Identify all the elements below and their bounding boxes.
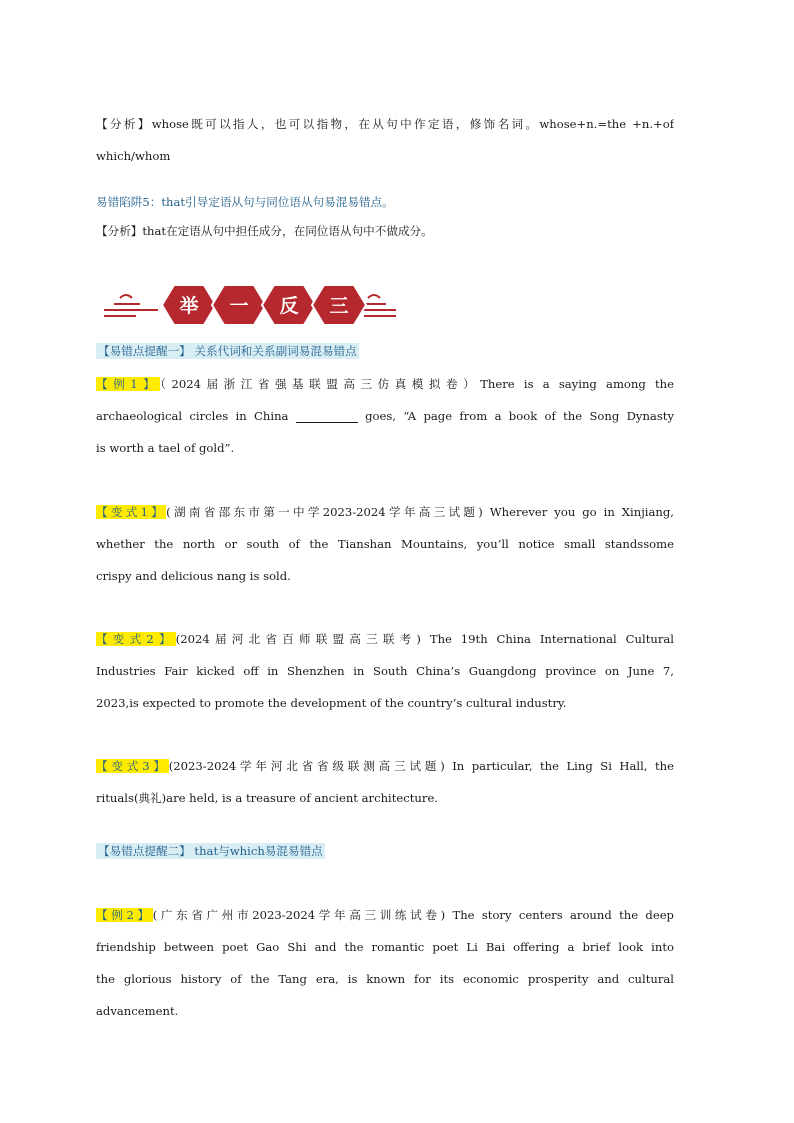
variant-1-tag: 【变式1】 bbox=[96, 505, 167, 519]
analysis-line: which/whom bbox=[96, 149, 171, 163]
analysis-line: 【分析】whose既可以指人，也可以指物，在从句中作定语，修饰名词。whose+n.=the +n.+of bbox=[96, 117, 674, 131]
variant-1-line bbox=[96, 496, 674, 528]
trap-5-title: 易错陷阱5：that引导定语从句与同位语从句易混易错点。 bbox=[96, 195, 394, 209]
example-1-line bbox=[96, 368, 674, 400]
tip-1-label: 【易错点提醒一】 关系代词和关系副词易混易错点 bbox=[98, 344, 357, 358]
variant-1 bbox=[96, 496, 674, 592]
variant-3-text: (2023-2024学年河北省省级联测高三试题) In particular, the Ling Si Hall, the bbox=[168, 759, 674, 773]
banner-char-4: 三 bbox=[329, 295, 349, 317]
example-2 bbox=[96, 899, 674, 1027]
left-cloud-ornament bbox=[104, 295, 158, 316]
variant-3-tag: 【变式3】 bbox=[96, 759, 169, 773]
variant-2-line bbox=[96, 623, 674, 655]
variant-1-line: whether the north or south of the Tianshan Mountains, you’ll notice small standssome bbox=[96, 537, 674, 551]
banner-juyifansan bbox=[100, 280, 400, 330]
example-1-tag: 【例1】 bbox=[96, 377, 161, 391]
answer-blank[interactable] bbox=[296, 408, 358, 423]
example-2-line: advancement. bbox=[96, 1004, 179, 1018]
tip-2 bbox=[96, 838, 674, 864]
banner-char-2: 一 bbox=[229, 295, 249, 317]
variant-3-line: rituals(典礼)are held, is a treasure of ancient architecture. bbox=[96, 791, 438, 805]
tip-1 bbox=[96, 338, 674, 364]
example-2-line bbox=[96, 899, 674, 931]
analysis-whose bbox=[96, 108, 674, 172]
trap-5 bbox=[96, 188, 674, 246]
variant-1-line: crispy and delicious nang is sold. bbox=[96, 569, 291, 583]
tip-2-label: 【易错点提醒二】 that与which易混易错点 bbox=[98, 844, 323, 858]
example-2-line: friendship between poet Gao Shi and the romantic poet Li Bai offering a brief look into bbox=[96, 940, 674, 954]
banner-char-1: 举 bbox=[179, 295, 199, 317]
example-1-line bbox=[96, 400, 674, 432]
example-2-text: (广东省广州市2023-2024学年高三训练试卷) The story centers around the deep bbox=[152, 908, 674, 922]
example-2-tag: 【例2】 bbox=[96, 908, 153, 922]
variant-2-line: 2023,is expected to promote the development of the country’s cultural industry. bbox=[96, 696, 567, 710]
example-1-line: is worth a tael of gold”. bbox=[96, 441, 235, 455]
trap-5-analysis: 【分析】that在定语从句中担任成分，在同位语从句中不做成分。 bbox=[96, 224, 433, 238]
banner-char-3: 反 bbox=[279, 295, 299, 317]
example-1-text: goes, “A page from a book of the Song Dynasty bbox=[357, 409, 674, 423]
variant-2-text: (2024届河北省百师联盟高三联考) The 19th China International Cultural bbox=[175, 632, 674, 646]
example-1-text: （2024届浙江省强基联盟高三仿真模拟卷）There is a saying among the bbox=[160, 377, 674, 391]
variant-2-line: Industries Fair kicked off in Shenzhen in South China’s Guangdong province on June 7, bbox=[96, 664, 674, 678]
variant-3 bbox=[96, 750, 674, 814]
example-2-line: the glorious history of the Tang era, is known for its economic prosperity and cultural bbox=[96, 972, 674, 986]
variant-1-text: (湖南省邵东市第一中学2023-2024学年高三试题) Wherever you go in Xinjiang, bbox=[166, 505, 674, 519]
variant-2 bbox=[96, 623, 674, 719]
example-1 bbox=[96, 368, 674, 464]
example-1-text: archaeological circles in China bbox=[96, 409, 296, 423]
variant-2-tag: 【变式2】 bbox=[96, 632, 176, 646]
variant-3-line bbox=[96, 750, 674, 782]
